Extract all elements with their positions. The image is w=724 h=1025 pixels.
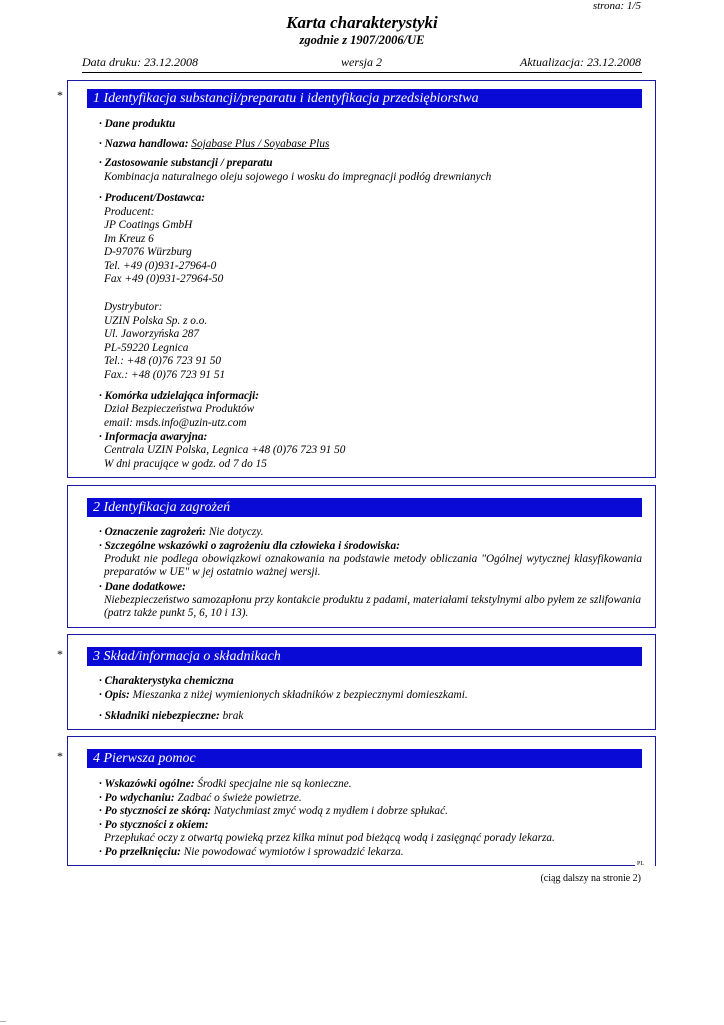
- inhalation-value: Zadbać o świeże powietrze.: [177, 792, 302, 804]
- dangerous-label: · Składniki niebezpieczne:: [99, 710, 220, 722]
- section-3: [67, 634, 656, 730]
- language-code: PL: [637, 861, 645, 867]
- general-value: Środki specjalne nie są konieczne.: [197, 778, 352, 790]
- section-2: [67, 485, 656, 628]
- description-value: Mieszanka z niżej wymienionych składników z bezpiecznymi domieszkami.: [132, 689, 468, 701]
- hazard-label: · Oznaczenie zagrożeń:: [99, 526, 207, 538]
- update-date: Aktualizacja: 23.12.2008: [520, 55, 641, 69]
- swallowing: [99, 846, 404, 859]
- info-line: Dział Bezpieczeństwa Produktów: [104, 403, 255, 415]
- info-label: · Komórka udzielająca informacji:: [99, 390, 260, 402]
- product-data-label: · Dane produktu: [99, 118, 176, 130]
- header-rule: [82, 72, 642, 73]
- general-advice: [99, 778, 352, 791]
- section-3-header: 3 Skład/informacja o składnikach: [87, 647, 642, 666]
- info-line: email: msds.info@uzin-utz.com: [104, 417, 247, 429]
- use-label: · Zastosowanie substancji / preparatu: [99, 157, 273, 169]
- emergency-line: W dni pracujące w godz. od 7 do 15: [104, 458, 267, 470]
- use-value: Kombinacja naturalnego oleju sojowego i wosku do impregnacji podłóg drewnianych: [104, 171, 492, 183]
- hazard-designation: [99, 526, 263, 539]
- trade-name-label: · Nazwa handlowa:: [99, 138, 189, 150]
- skin-contact: [99, 805, 448, 818]
- producer-line: Fax +49 (0)931-27964-50: [104, 273, 224, 285]
- section-1-header: 1 Identyfikacja substancji/preparatu i identyfikacja przedsiębiorstwa: [87, 89, 642, 108]
- emergency-line: Centrala UZIN Polska, Legnica +48 (0)76 723 91 50: [104, 444, 346, 456]
- skin-value: Natychmiast zmyć wodą z mydłem i dobrze spłukać.: [213, 805, 448, 817]
- description-label: · Opis:: [99, 689, 130, 701]
- continued-note: (ciąg dalszy na stronie 2): [540, 873, 641, 884]
- section-1-star: *: [57, 88, 63, 102]
- hazard-value: Nie dotyczy.: [208, 526, 264, 538]
- description: [99, 689, 468, 702]
- document-title: Karta charakterystyki: [286, 13, 438, 32]
- page-number: strona: 1/5: [592, 0, 641, 12]
- section-4-header: 4 Pierwsza pomoc: [87, 749, 642, 768]
- swallow-value: Nie powodować wymiotów i sprowadzić lekarza.: [183, 846, 404, 858]
- dangerous-value: brak: [222, 710, 244, 722]
- special-label: · Szczególne wskazówki o zagrożeniu dla człowieka i środowiska:: [99, 540, 400, 552]
- section-3-star: *: [57, 647, 63, 661]
- section-4-bottom-rule: [67, 865, 635, 866]
- print-date: Data druku: 23.12.2008: [82, 55, 198, 69]
- producer-label: · Producent/Dostawca:: [99, 192, 206, 204]
- inhalation-label: · Po wdychaniu:: [99, 792, 175, 804]
- section-2-header: 2 Identyfikacja zagrożeń: [87, 498, 642, 517]
- producer-line: D-97076 Würzburg: [104, 246, 192, 258]
- eye-value: Przepłukać oczy z otwartą powieką przez kilka minut pod bieżącą wodą i zasięgnąć porady lekarza.: [104, 832, 555, 844]
- producer-line: Im Kreuz 6: [104, 233, 154, 245]
- section-4-star: *: [57, 749, 63, 763]
- distributor-line: Fax.: +48 (0)76 723 91 51: [104, 369, 226, 381]
- trade-name: [99, 138, 329, 151]
- dangerous-components: [99, 710, 243, 723]
- section-4: [67, 736, 656, 866]
- distributor-line: PL-59220 Legnica: [104, 342, 189, 354]
- producer-line: JP Coatings GmbH: [104, 219, 193, 231]
- version: wersja 2: [341, 55, 383, 69]
- chem-label: · Charakterystyka chemiczna: [99, 675, 234, 687]
- distributor-line: Dystrybutor:: [104, 301, 163, 313]
- distributor-line: Tel.: +48 (0)76 723 91 50: [104, 355, 222, 367]
- corner-mark: —: [0, 1019, 6, 1025]
- distributor-line: Ul. Jaworzyńska 287: [104, 328, 200, 340]
- producer-line: Tel. +49 (0)931-27964-0: [104, 260, 217, 272]
- eye-label: · Po styczności z okiem:: [99, 819, 209, 831]
- trade-name-value: Sojabase Plus / Soyabase Plus: [191, 138, 330, 150]
- inhalation: [99, 792, 302, 805]
- swallow-label: · Po przełknięciu:: [99, 846, 181, 858]
- general-label: · Wskazówki ogólne:: [99, 778, 195, 790]
- extra-label: · Dane dodatkowe:: [99, 581, 186, 593]
- special-value: Produkt nie podlega obowiązkowi oznakowania na podstawie metody obliczania "Ogólnej wytycznej klasyfikowania preparatów w UE" w jej ostatnio ważnej wersji.: [104, 553, 642, 578]
- document-subtitle: zgodnie z 1907/2006/UE: [299, 33, 425, 47]
- extra-value: Niebezpieczeństwo samozapłonu przy kontakcie produktu z padami, materiałami tekstylnymi albo pyłem ze szlifowania (patrz także punkt 5, 6, 10 i 13).: [104, 594, 642, 619]
- emergency-label: · Informacja awaryjna:: [99, 431, 208, 443]
- skin-label: · Po styczności ze skórą:: [99, 805, 212, 817]
- distributor-line: UZIN Polska Sp. z o.o.: [104, 315, 208, 327]
- section-1: [67, 80, 656, 478]
- producer-line: Producent:: [104, 206, 155, 218]
